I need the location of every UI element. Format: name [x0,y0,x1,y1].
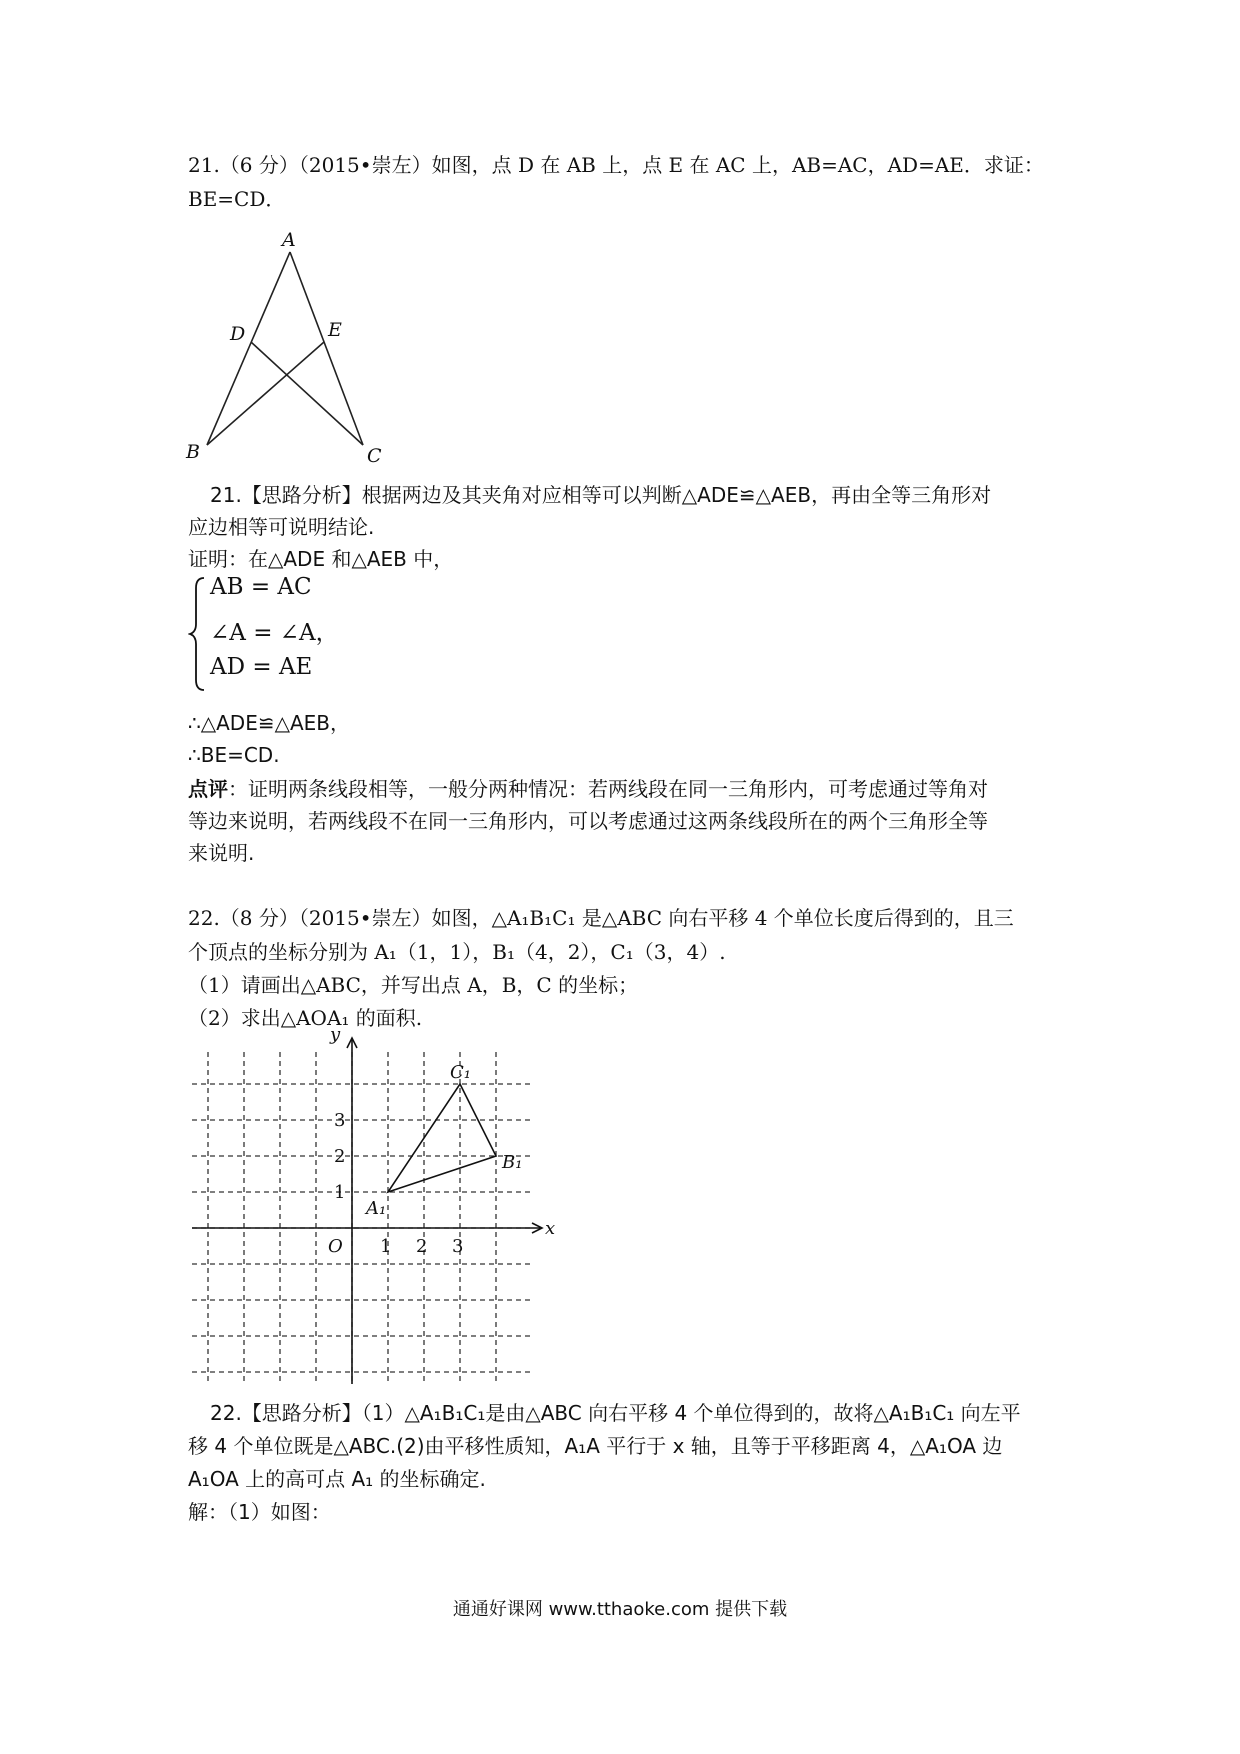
q22-analysis-line3: A₁OA 上的高可点 A₁ 的坐标确定. [188,1467,486,1491]
segment-ac [290,252,363,445]
coordinate-grid [180,1030,580,1390]
q21-statement-line1: 21.（6 分）（2015•崇左）如图，点 D 在 AB 上，点 E 在 AC 上，AB=AC，AD=AE．求证： [188,153,1044,177]
label-b: B [186,441,200,463]
proof-brace-system [188,574,388,694]
q21-comment-line1 [188,774,988,804]
q21-proof-intro: 证明：在△ADE 和△AEB 中， [188,547,454,571]
q22-statement-line1: 22.（8 分）（2015•崇左）如图，△A₁B₁C₁ 是△ABC 向右平移 4 个单位长度后得到的，且三 [188,906,1014,930]
q21-comment-line3: 来说明. [188,841,255,865]
origin-label: O [328,1236,343,1257]
grid-lines [192,1052,532,1384]
q22-solution: 解：（1）如图： [188,1500,331,1524]
y-axis-label: y [330,1030,341,1045]
point-label-a1: A₁ [366,1198,387,1219]
q21-comment-line2: 等边来说明，若两线段不在同一三角形内，可以考虑通过这两条线段所在的两个三角形全等 [188,809,988,833]
segment-ab [207,252,290,445]
x-axis-label: x [545,1218,556,1239]
point-label-b1: B₁ [502,1152,523,1173]
q21-statement-line2: BE=CD． [188,187,286,211]
left-brace-icon [188,574,208,694]
brace-line-2: ∠A = ∠A， [210,620,339,646]
q22-analysis-line2: 移 4 个单位既是△ABC.(2)由平移性质知，A₁A 平行于 x 轴，且等于平移距离 4，△A₁OA 边 [188,1434,1003,1458]
comment-label: 点评 [188,777,228,801]
label-a: A [282,229,296,251]
q22-analysis-line1: 22.【思路分析】（1）△A₁B₁C₁是由△ABC 向右平移 4 个单位得到的，故将△A₁B₁C₁ 向左平 [210,1401,1021,1425]
y-tick-1: 1 [334,1182,346,1203]
q22-statement-line2: 个顶点的坐标分别为 A₁（1，1），B₁（4，2），C₁（3，4）. [188,940,726,964]
x-tick-3: 3 [452,1236,464,1257]
q22-part1: （1）请画出△ABC，并写出点 A，B，C 的坐标； [188,973,639,997]
page-footer: 通通好课网 www.tthaoke.com 提供下载 [452,1599,788,1620]
q22-part2: （2）求出△AOA₁ 的面积. [188,1006,423,1030]
y-tick-2: 2 [334,1146,346,1167]
y-tick-3: 3 [334,1110,346,1131]
brace-line-3: AD = AE [210,654,313,680]
label-c: C [367,445,382,467]
point-label-c1: C₁ [450,1062,471,1083]
x-tick-1: 1 [380,1236,392,1257]
label-d: D [230,323,246,345]
triangle-a1b1c1 [388,1084,496,1192]
q21-conclusion-2: ∴BE=CD. [188,743,280,767]
q21-conclusion-1: ∴△ADE≌△AEB， [188,711,351,735]
q21-analysis-line2: 应边相等可说明结论. [188,515,375,539]
brace-line-1: AB = AC [210,574,312,600]
x-tick-2: 2 [416,1236,428,1257]
triangle-figure [180,222,400,472]
comment-text-1: ：证明两条线段相等，一般分两种情况：若两线段在同一三角形内，可考虑通过等角对 [228,777,988,801]
q21-analysis-line1: 21.【思路分析】根据两边及其夹角对应相等可以判断△ADE≌△AEB，再由全等三角形对 [210,483,992,507]
label-e: E [328,319,342,341]
